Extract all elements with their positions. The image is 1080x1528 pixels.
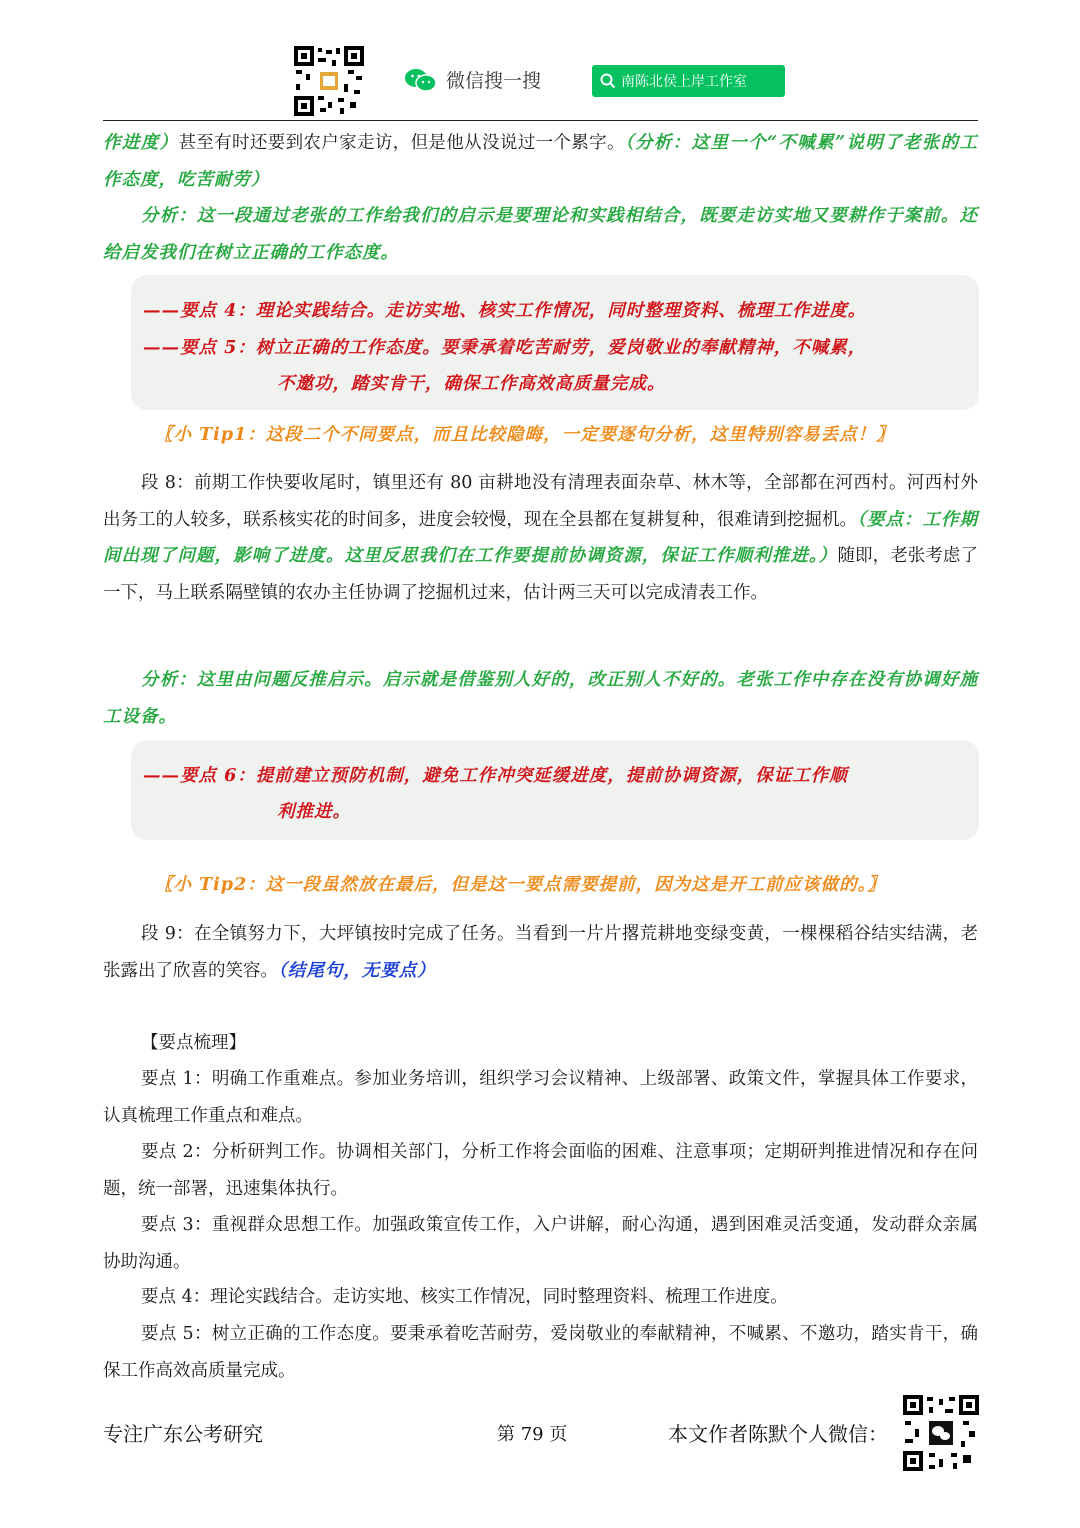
key-point-line: ——要点 6：提前建立预防机制，避免工作冲突延缓进度，提前协调资源，保证工作顺 <box>143 766 848 786</box>
page-number: 第 79 页 <box>497 1424 568 1445</box>
header-divider <box>103 120 978 121</box>
summary-item: 要点 3：重视群众思想工作。加强政策宣传工作，入户讲解，耐心沟通，遇到困难灵活变通，发动群众亲属协助沟通。 <box>103 1215 978 1272</box>
summary-item: 要点 2：分析研判工作。协调相关部门，分析工作将会面临的困难、注意事项；定期研判推进情况和存在问题，统一部署，迅速集体执行。 <box>103 1142 978 1199</box>
summary-item: 要点 4：理论实践结合。走访实地、核实工作情况，同时整理资料、梳理工作进度。 <box>141 1287 788 1307</box>
summary-item: 要点 1：明确工作重难点。参加业务培训，组织学习会议精神、上级部署、政策文件，掌握具体工作要求，认真梳理工作重点和难点。 <box>103 1069 978 1126</box>
body-text: 段 8：前期工作快要收尾时，镇里还有 80 亩耕地没有清理表面杂草、林木等，全部都在河西村。河西村外出务工的人较多，联系核实花的时间多，进度会较慢，现在全县都在复耕复种，很难请到挖掘机。 <box>103 473 978 530</box>
wechat-search-brand <box>404 66 541 93</box>
paragraph-9 <box>103 916 978 989</box>
paragraph-continuation <box>103 125 978 198</box>
tip-note: 〖小 Tip1：这段二个不同要点，而且比较隐晦，一定要逐句分析，这里特别容易丢点！〗 <box>155 425 895 445</box>
tip-note: 〖小 Tip2：这一段虽然放在最后，但是这一要点需要提前，因为这是开工前应该做的。〗 <box>155 875 886 895</box>
body-text: 段 9：在全镇努力下，大坪镇按时完成了任务。当看到一片片撂荒耕地变绿变黄，一棵棵稻谷结实结满，老张露出了欣喜的笑容。 <box>103 924 978 981</box>
key-points-box <box>131 740 979 840</box>
body-text: 甚至有时还要到农户家走访，但是他从没说过一个累字。 <box>178 133 625 153</box>
key-point-line: 不邀功，踏实肯干，确保工作高效高质量完成。 <box>277 374 666 394</box>
qr-code-icon <box>294 46 364 116</box>
green-annotation: （要点：工作期间出现了问题，影响了进度。这里反思我们在工作要提前协调资源，保证工作顺利推进。） <box>103 509 979 566</box>
footer-tagline: 专注广东公考研究 <box>103 1422 263 1446</box>
summary-title: 【要点梳理】 <box>141 1033 246 1053</box>
key-point-line: ——要点 5：树立正确的工作态度。要秉承着吃苦耐劳，爱岗敬业的奉献精神，不喊累， <box>143 338 867 358</box>
summary-item: 要点 5：树立正确的工作态度。要秉承着吃苦耐劳，爱岗敬业的奉献精神，不喊累、不邀功，踏实肯干，确保工作高效高质量完成。 <box>103 1324 978 1381</box>
green-annotation: （分析：这里一个“不喊累”说明了老张的工作态度，吃苦耐劳） <box>103 133 979 190</box>
key-points-box <box>131 275 979 410</box>
key-point-line: 利推进。 <box>277 802 351 822</box>
green-annotation: 作进度） <box>103 133 179 153</box>
footer-author-wechat: 本文作者陈默个人微信： <box>668 1422 888 1446</box>
author-qr-code-icon <box>903 1395 979 1471</box>
search-icon <box>600 73 616 89</box>
analysis-paragraph: 分析：这一段通过老张的工作给我们的启示是要理论和实践相结合，既要走访实地又要耕作于案前。还给启发我们在树立正确的工作态度。 <box>103 206 978 263</box>
analysis-paragraph: 分析：这里由问题反推启示。启示就是借鉴别人好的，改正别人不好的。老张工作中存在没有协调好施工设备。 <box>103 670 978 727</box>
wechat-search-label: 微信搜一搜 <box>446 70 542 92</box>
search-box[interactable] <box>592 65 785 97</box>
search-box-label: 南陈北侯上岸工作室 <box>621 74 747 90</box>
key-point-line: ——要点 4：理论实践结合。走访实地、核实工作情况，同时整理资料、梳理工作进度。 <box>143 301 867 321</box>
blue-annotation: （结尾句，无要点） <box>278 960 436 981</box>
wechat-logo-icon <box>404 67 438 93</box>
paragraph-8 <box>103 465 978 611</box>
body-text: 随即，老张考虑了一下，马上联系隔壁镇的农办主任协调了挖掘机过来，估计两三天可以完成清表工作。 <box>103 546 979 603</box>
